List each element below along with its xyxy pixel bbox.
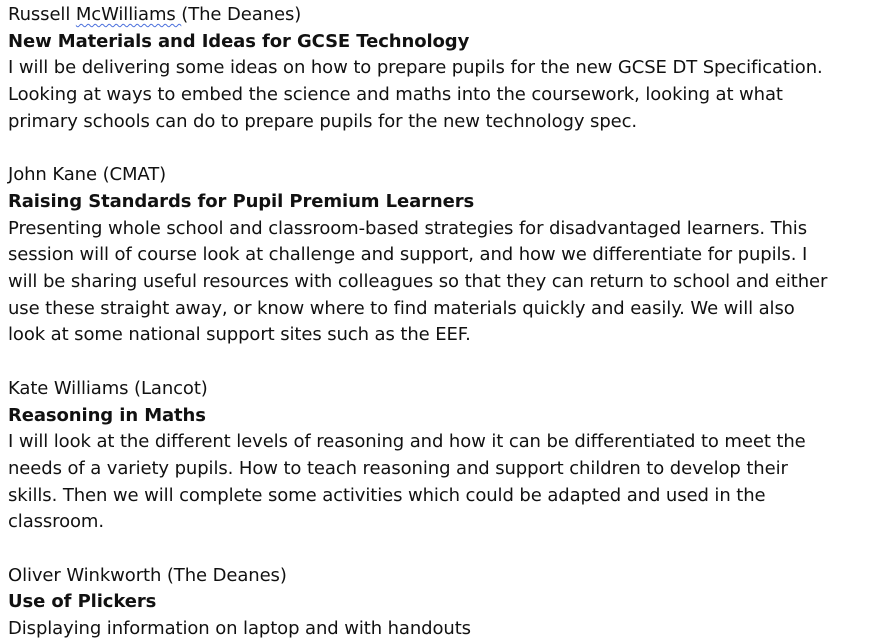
document-body [8, 2, 873, 643]
description-line: needs of a variety pupils. How to teach reasoning and support children to develop their [8, 457, 788, 479]
spellcheck-marked-word: McWilliams [75, 4, 182, 25]
session-title: New Materials and Ideas for GCSE Technology [8, 30, 470, 52]
paragraph-spacer [8, 349, 873, 376]
description-line: use these straight away, or know where to find materials quickly and easily. We will also [8, 297, 795, 319]
session-title: Use of Plickers [8, 591, 157, 613]
presenter-name: Kate Williams (Lancot) [8, 377, 208, 399]
session-block [8, 376, 873, 536]
session-block [8, 563, 873, 643]
description-line: look at some national support sites such as the EEF. [8, 324, 471, 346]
description-line: Looking at ways to embed the science and maths into the coursework, looking at what [8, 84, 783, 106]
description-line: Presenting whole school and classroom-based strategies for disadvantaged learners. This [8, 217, 807, 239]
description-line: primary schools can do to prepare pupils for the new technology spec. [8, 110, 638, 132]
description-line: session will of course look at challenge and support, and how we differentiate for pupils. I [8, 244, 808, 266]
description-line: classroom. [8, 511, 104, 533]
description-line: I will look at the different levels of reasoning and how it can be differentiated to meet the [8, 431, 806, 453]
presenter-school: (The Deanes) [181, 4, 302, 25]
description-line: I will be delivering some ideas on how to prepare pupils for the new GCSE DT Specification. [8, 57, 823, 79]
paragraph-spacer [8, 136, 873, 163]
description-line: skills. Then we will complete some activities which could be adapted and used in the [8, 484, 766, 506]
session-title: Reasoning in Maths [8, 404, 206, 426]
presenter-name: Oliver Winkworth (The Deanes) [8, 564, 287, 586]
presenter-name: John Kane (CMAT) [8, 164, 167, 186]
presenter-name [8, 2, 873, 29]
description-line: will be sharing useful resources with colleagues so that they can return to school and either [8, 271, 828, 293]
session-title: Raising Standards for Pupil Premium Learners [8, 190, 475, 212]
presenter-first-name: Russell [8, 4, 76, 25]
session-block [8, 162, 873, 349]
session-block [8, 2, 873, 136]
paragraph-spacer [8, 536, 873, 563]
description-line: Displaying information on laptop and with handouts [8, 618, 471, 640]
